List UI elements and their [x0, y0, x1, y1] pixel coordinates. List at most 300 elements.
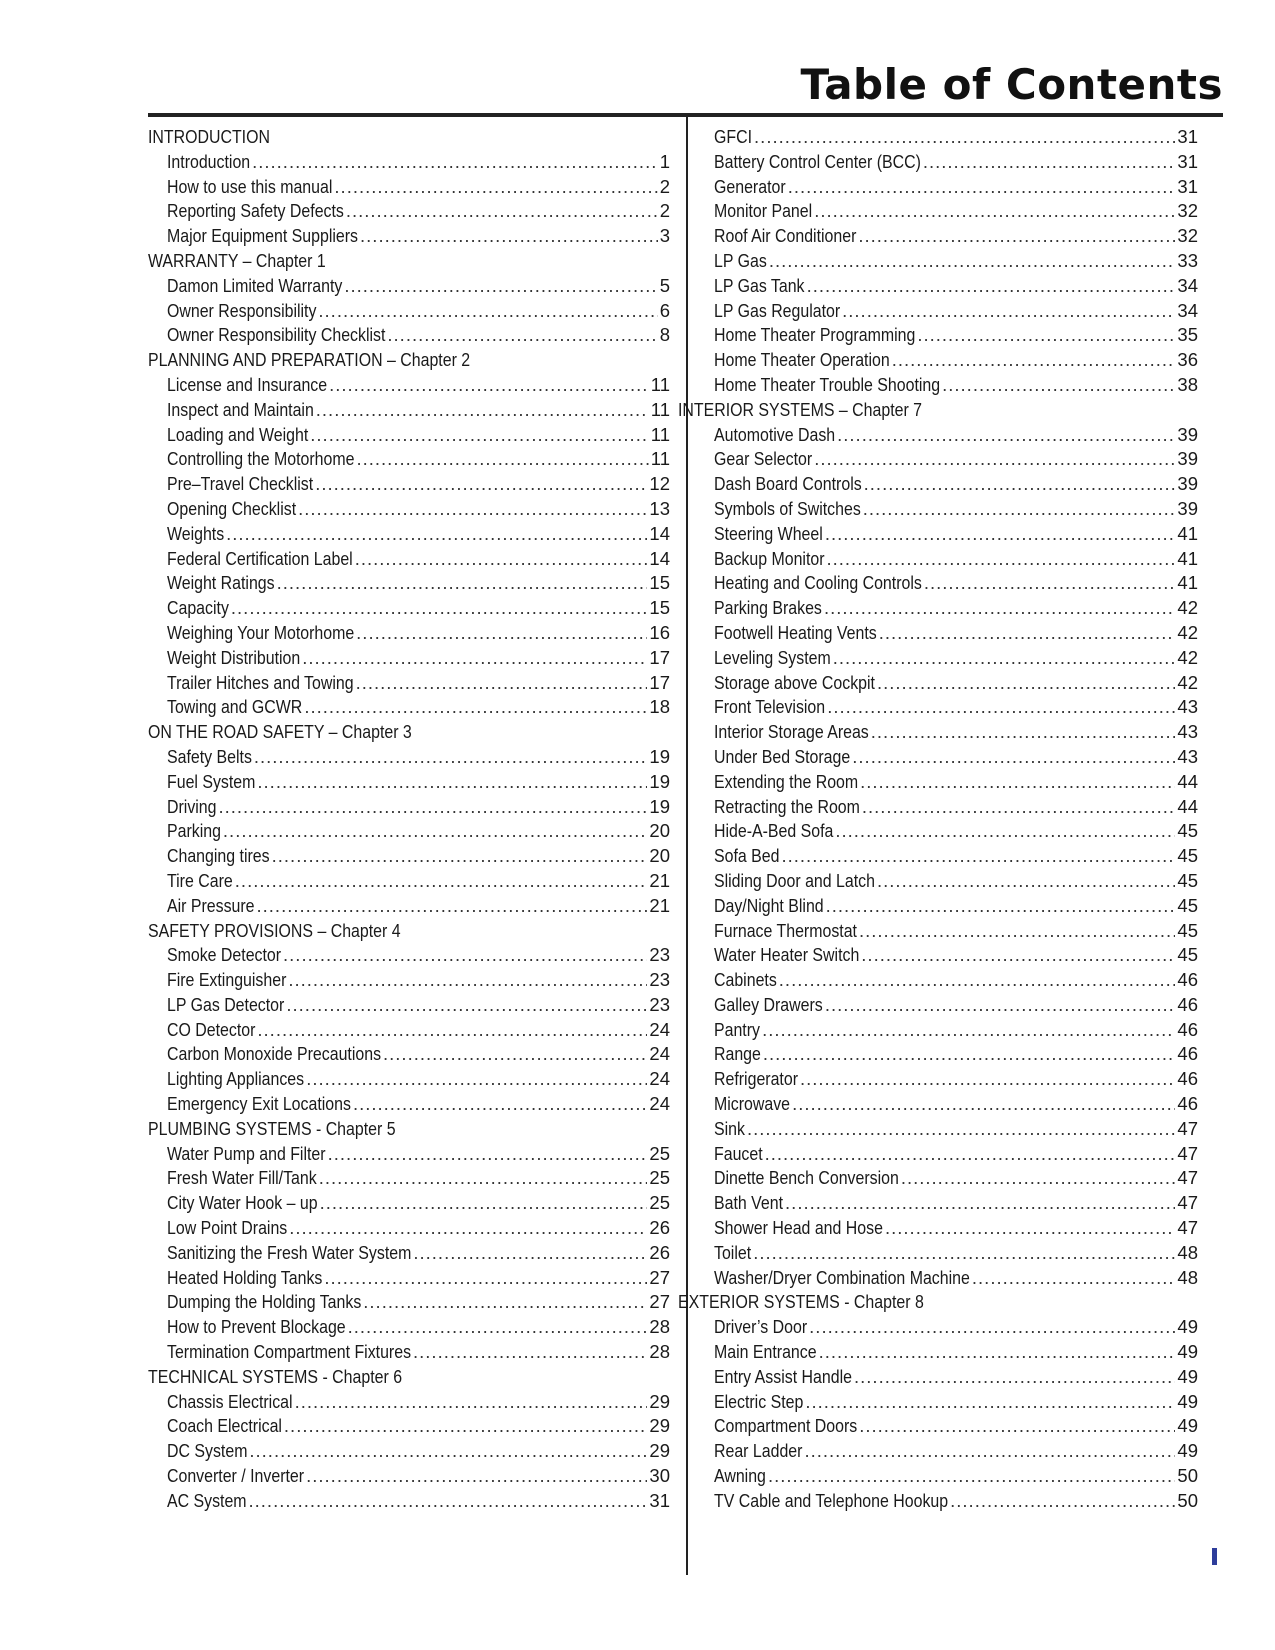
page-number: 8: [659, 324, 670, 346]
toc-entry[interactable]: [696, 1414, 1198, 1439]
dot-leader: [809, 1315, 1175, 1340]
toc-entry[interactable]: [148, 323, 670, 348]
dot-leader: [917, 323, 1175, 348]
dot-leader: [223, 819, 648, 844]
page-number: 36: [1177, 349, 1198, 371]
entry-label: Rear Ladder: [714, 1440, 803, 1462]
entry-label: CO Detector: [167, 1018, 256, 1040]
entry-label: Introduction: [167, 150, 251, 172]
toc-entry[interactable]: [696, 472, 1198, 497]
dot-leader: [800, 1067, 1175, 1092]
toc-entry[interactable]: [696, 497, 1198, 522]
toc-entry[interactable]: [696, 150, 1198, 175]
page-number: 15: [649, 597, 670, 619]
section-title: SAFETY PROVISIONS – Chapter 4: [148, 919, 401, 941]
dot-leader: [785, 1191, 1175, 1216]
entry-label: Roof Air Conditioner: [714, 225, 857, 247]
entry-label: Compartment Doors: [714, 1415, 858, 1437]
toc-entry[interactable]: [148, 1241, 670, 1266]
toc-entry[interactable]: [148, 1315, 670, 1340]
entry-label: Footwell Heating Vents: [714, 621, 877, 643]
toc-entry[interactable]: [696, 1142, 1198, 1167]
dot-leader: [814, 447, 1175, 472]
toc-entry[interactable]: [696, 770, 1198, 795]
dot-leader: [249, 1489, 648, 1514]
dot-leader: [923, 150, 1176, 175]
page-number: 46: [1177, 993, 1198, 1015]
toc-entry[interactable]: [696, 274, 1198, 299]
page-number: 47: [1177, 1217, 1198, 1239]
toc-entry[interactable]: [696, 1216, 1198, 1241]
dot-leader: [805, 1390, 1175, 1415]
page-number: 41: [1177, 547, 1198, 569]
page-number: 23: [649, 969, 670, 991]
toc-entry[interactable]: [148, 274, 670, 299]
toc-entry[interactable]: [148, 150, 670, 175]
dot-leader: [344, 274, 657, 299]
entry-label: Sofa Bed: [714, 845, 780, 867]
toc-entry[interactable]: [148, 1266, 670, 1291]
dot-leader: [814, 199, 1175, 224]
page-number: 32: [1177, 200, 1198, 222]
toc-entry[interactable]: [696, 348, 1198, 373]
toc-entry[interactable]: [696, 1042, 1198, 1067]
entry-label: Termination Compartment Fixtures: [167, 1341, 412, 1363]
dot-leader: [807, 274, 1176, 299]
toc-entry[interactable]: [148, 571, 670, 596]
dot-leader: [286, 993, 647, 1018]
entry-label: Carbon Monoxide Precautions: [167, 1043, 382, 1065]
toc-entry[interactable]: [696, 695, 1198, 720]
dot-leader: [363, 1290, 647, 1315]
toc-entry[interactable]: [696, 1241, 1198, 1266]
toc-entry[interactable]: [696, 1117, 1198, 1142]
toc-entry[interactable]: [696, 621, 1198, 646]
entry-label: TV Cable and Telephone Hookup: [714, 1489, 949, 1511]
entry-label: Main Entrance: [714, 1341, 817, 1363]
dot-leader: [383, 1042, 647, 1067]
toc-entry[interactable]: [696, 1166, 1198, 1191]
toc-entry[interactable]: [696, 522, 1198, 547]
toc-entry[interactable]: [148, 1191, 670, 1216]
page-number: 28: [649, 1341, 670, 1363]
page-number: 41: [1177, 572, 1198, 594]
toc-entry[interactable]: [148, 224, 670, 249]
entry-label: Steering Wheel: [714, 522, 823, 544]
dot-leader: [334, 175, 657, 200]
dot-leader: [762, 1018, 1175, 1043]
page-number: 25: [649, 1167, 670, 1189]
entry-label: DC System: [167, 1440, 248, 1462]
toc-entry[interactable]: [148, 1464, 670, 1489]
dot-leader: [387, 323, 657, 348]
dot-leader: [859, 919, 1175, 944]
dot-leader: [825, 993, 1176, 1018]
toc-entry[interactable]: [148, 596, 670, 621]
entry-label: Home Theater Operation: [714, 349, 890, 371]
entry-label: Under Bed Storage: [714, 745, 851, 767]
toc-entry[interactable]: [696, 720, 1198, 745]
entry-label: Air Pressure: [167, 894, 255, 916]
page-number: 46: [1177, 1068, 1198, 1090]
dot-leader: [320, 1191, 648, 1216]
toc-entry[interactable]: [148, 795, 670, 820]
page-title: Table of Contents: [800, 60, 1223, 109]
page-number: 49: [1177, 1415, 1198, 1437]
page-number: 20: [649, 820, 670, 842]
toc-entry[interactable]: [148, 1042, 670, 1067]
entry-label: Toilet: [714, 1241, 752, 1263]
entry-label: Automotive Dash: [714, 423, 836, 445]
toc-entry[interactable]: [148, 621, 670, 646]
entry-label: Electric Step: [714, 1390, 804, 1412]
dot-leader: [924, 571, 1176, 596]
column-divider: [686, 117, 688, 1575]
dot-leader: [819, 1340, 1176, 1365]
section-title: EXTERIOR SYSTEMS - Chapter 8: [678, 1291, 924, 1313]
entry-label: Faucet: [714, 1142, 763, 1164]
toc-entry[interactable]: [148, 1439, 670, 1464]
dot-leader: [779, 968, 1176, 993]
page-number: 46: [1177, 1093, 1198, 1115]
toc-entry[interactable]: [696, 1315, 1198, 1340]
toc-section-heading: [148, 348, 670, 373]
dot-leader: [885, 1216, 1175, 1241]
toc-entry[interactable]: [148, 819, 670, 844]
toc-entry[interactable]: [696, 547, 1198, 572]
dot-leader: [257, 894, 648, 919]
toc-entry[interactable]: [696, 199, 1198, 224]
entry-label: Interior Storage Areas: [714, 721, 869, 743]
page-number: 11: [650, 373, 670, 395]
toc-entry[interactable]: [148, 695, 670, 720]
section-title: INTERIOR SYSTEMS – Chapter 7: [678, 398, 923, 420]
toc-entry[interactable]: [696, 1092, 1198, 1117]
entry-label: Fuel System: [167, 770, 256, 792]
toc-entry[interactable]: [148, 447, 670, 472]
entry-label: Water Heater Switch: [714, 944, 860, 966]
toc-entry[interactable]: [696, 1018, 1198, 1043]
toc-entry[interactable]: [148, 1067, 670, 1092]
page-number: 49: [1177, 1316, 1198, 1338]
toc-entry[interactable]: [148, 199, 670, 224]
entry-label: Retracting the Room: [714, 795, 860, 817]
toc-entry[interactable]: [148, 1390, 670, 1415]
toc-entry[interactable]: [148, 869, 670, 894]
page-number: 14: [649, 522, 670, 544]
entry-label: Cabinets: [714, 969, 777, 991]
entry-label: Backup Monitor: [714, 547, 825, 569]
toc-entry[interactable]: [696, 1439, 1198, 1464]
toc-entry[interactable]: [696, 671, 1198, 696]
dot-leader: [413, 1340, 647, 1365]
dot-leader: [319, 1166, 648, 1191]
entry-label: Driver’s Door: [714, 1316, 808, 1338]
dot-leader: [972, 1266, 1176, 1291]
entry-label: Extending the Room: [714, 770, 859, 792]
page-number: 45: [1177, 894, 1198, 916]
toc-entry[interactable]: [148, 770, 670, 795]
entry-label: Furnace Thermostat: [714, 919, 857, 941]
toc-entry[interactable]: [696, 1464, 1198, 1489]
section-title: TECHNICAL SYSTEMS - Chapter 6: [148, 1365, 403, 1387]
dot-leader: [235, 869, 648, 894]
page-number: 23: [649, 944, 670, 966]
entry-label: Weight Ratings: [167, 572, 275, 594]
dot-leader: [356, 447, 648, 472]
page-number: 49: [1177, 1365, 1198, 1387]
toc-entry[interactable]: [696, 1067, 1198, 1092]
page-number: 5: [659, 274, 670, 296]
toc-entry[interactable]: [696, 1489, 1198, 1514]
page-number: 26: [649, 1241, 670, 1263]
toc-entry[interactable]: [148, 943, 670, 968]
toc-entry[interactable]: [696, 869, 1198, 894]
dot-leader: [356, 671, 648, 696]
toc-entry[interactable]: [696, 745, 1198, 770]
page-number: 1: [659, 150, 670, 172]
toc-entry[interactable]: [696, 447, 1198, 472]
toc-entry[interactable]: [696, 1266, 1198, 1291]
page-number: 24: [649, 1093, 670, 1115]
page-number: 31: [649, 1489, 670, 1511]
dot-leader: [747, 1117, 1175, 1142]
page-number: 45: [1177, 869, 1198, 891]
dot-leader: [863, 497, 1176, 522]
entry-label: Damon Limited Warranty: [167, 274, 343, 296]
dot-leader: [858, 224, 1175, 249]
entry-label: Pantry: [714, 1018, 760, 1040]
section-title: ON THE ROAD SAFETY – Chapter 3: [148, 721, 412, 743]
toc-entry[interactable]: [696, 323, 1198, 348]
entry-label: Bath Vent: [714, 1192, 784, 1214]
page-number: 47: [1177, 1142, 1198, 1164]
page-number: 27: [649, 1266, 670, 1288]
page-number: 30: [649, 1465, 670, 1487]
entry-label: Converter / Inverter: [167, 1465, 305, 1487]
dot-leader: [860, 770, 1175, 795]
page-number: 2: [659, 175, 670, 197]
page-number: 39: [1177, 448, 1198, 470]
dot-leader: [837, 423, 1175, 448]
entry-label: Galley Drawers: [714, 993, 823, 1015]
page-number: 23: [649, 993, 670, 1015]
toc-entry[interactable]: [148, 745, 670, 770]
entry-label: Reporting Safety Defects: [167, 200, 344, 222]
dot-leader: [252, 150, 658, 175]
toc-entry[interactable]: [696, 646, 1198, 671]
toc-entry[interactable]: [148, 1414, 670, 1439]
page-number: 38: [1177, 373, 1198, 395]
dot-leader: [768, 1464, 1175, 1489]
entry-label: Owner Responsibility: [167, 299, 317, 321]
toc-section-heading: [148, 1117, 670, 1142]
toc-entry[interactable]: [696, 844, 1198, 869]
toc-entry[interactable]: [148, 547, 670, 572]
entry-label: Entry Assist Handle: [714, 1365, 852, 1387]
toc-section-heading: [148, 125, 670, 150]
entry-label: Parking Brakes: [714, 597, 822, 619]
page-number: 13: [649, 497, 670, 519]
entry-label: Hide-A-Bed Sofa: [714, 820, 834, 842]
entry-label: Controlling the Motorhome: [167, 448, 355, 470]
entry-label: Safety Belts: [167, 745, 252, 767]
toc-entry[interactable]: [148, 993, 670, 1018]
toc-entry[interactable]: [696, 993, 1198, 1018]
dot-leader: [854, 1365, 1175, 1390]
toc-entry[interactable]: [148, 1489, 670, 1514]
dot-leader: [763, 1042, 1176, 1067]
toc-entry[interactable]: [148, 522, 670, 547]
dot-leader: [769, 249, 1176, 274]
entry-label: Day/Night Blind: [714, 894, 824, 916]
toc-entry[interactable]: [696, 968, 1198, 993]
entry-label: Heating and Cooling Controls: [714, 572, 922, 594]
toc-entry[interactable]: [696, 1365, 1198, 1390]
dot-leader: [254, 745, 648, 770]
page-number: 33: [1177, 249, 1198, 271]
toc-entry[interactable]: [696, 571, 1198, 596]
toc-entry[interactable]: [696, 795, 1198, 820]
dot-leader: [284, 1414, 648, 1439]
page-number: 2: [659, 200, 670, 222]
page-number: 25: [649, 1142, 670, 1164]
toc-entry[interactable]: [696, 1191, 1198, 1216]
entry-label: How to use this manual: [167, 175, 333, 197]
toc-entry[interactable]: [696, 919, 1198, 944]
toc-entry[interactable]: [148, 1092, 670, 1117]
page-number: 49: [1177, 1390, 1198, 1412]
toc-entry[interactable]: [148, 1018, 670, 1043]
page-number: 11: [650, 448, 670, 470]
dot-leader: [310, 423, 649, 448]
toc-entry[interactable]: [696, 819, 1198, 844]
dot-leader: [835, 819, 1175, 844]
page-number: 45: [1177, 944, 1198, 966]
page-number: 17: [649, 646, 670, 668]
toc-entry[interactable]: [148, 1166, 670, 1191]
page-number: 45: [1177, 919, 1198, 941]
toc-entry[interactable]: [696, 373, 1198, 398]
page-number: 45: [1177, 845, 1198, 867]
toc-entry[interactable]: [148, 497, 670, 522]
toc-entry[interactable]: [148, 1290, 670, 1315]
dot-leader: [892, 348, 1176, 373]
page-number: 15: [649, 572, 670, 594]
toc-entry[interactable]: [696, 224, 1198, 249]
toc-entry[interactable]: [696, 249, 1198, 274]
dot-leader: [283, 943, 647, 968]
toc-section-heading: [148, 249, 670, 274]
entry-label: Major Equipment Suppliers: [167, 225, 359, 247]
dot-leader: [859, 1414, 1175, 1439]
entry-label: Driving: [167, 795, 217, 817]
dot-leader: [833, 646, 1176, 671]
entry-label: Federal Certification Label: [167, 547, 353, 569]
page-number: 49: [1177, 1341, 1198, 1363]
entry-label: Towing and GCWR: [167, 696, 303, 718]
toc-entry[interactable]: [148, 472, 670, 497]
entry-label: Dinette Bench Conversion: [714, 1167, 899, 1189]
entry-label: Loading and Weight: [167, 423, 309, 445]
toc-entry[interactable]: [148, 671, 670, 696]
page-number: 39: [1177, 497, 1198, 519]
dot-leader: [788, 175, 1176, 200]
entry-label: License and Insurance: [167, 373, 328, 395]
dot-leader: [306, 1067, 647, 1092]
toc-entry[interactable]: [148, 423, 670, 448]
page-number: 31: [1177, 150, 1198, 172]
page-number: 17: [649, 671, 670, 693]
toc-entry[interactable]: [696, 1390, 1198, 1415]
toc-entry[interactable]: [148, 894, 670, 919]
toc-entry[interactable]: [148, 1142, 670, 1167]
toc-entry[interactable]: [148, 373, 670, 398]
toc-entry[interactable]: [696, 299, 1198, 324]
page-number: 19: [649, 770, 670, 792]
page-number: 39: [1177, 473, 1198, 495]
entry-label: Weights: [167, 522, 225, 544]
toc-entry[interactable]: [148, 1216, 670, 1241]
toc-entry[interactable]: [696, 894, 1198, 919]
dot-leader: [288, 968, 647, 993]
page-number: 19: [649, 745, 670, 767]
toc-entry[interactable]: [148, 175, 670, 200]
dot-leader: [226, 522, 647, 547]
page-marker: [1212, 1548, 1217, 1565]
toc-entry[interactable]: [696, 423, 1198, 448]
dot-leader: [329, 373, 649, 398]
page-number: 48: [1177, 1241, 1198, 1263]
toc-entry[interactable]: [148, 844, 670, 869]
dot-leader: [315, 472, 647, 497]
page-number: 44: [1177, 795, 1198, 817]
toc-entry[interactable]: [696, 175, 1198, 200]
toc-entry[interactable]: [148, 646, 670, 671]
dot-leader: [289, 1216, 647, 1241]
toc-entry[interactable]: [696, 596, 1198, 621]
entry-label: Opening Checklist: [167, 497, 297, 519]
toc-entry[interactable]: [148, 299, 670, 324]
entry-label: Capacity: [167, 597, 229, 619]
toc-entry[interactable]: [696, 1340, 1198, 1365]
page-number: 21: [649, 869, 670, 891]
section-title: WARRANTY – Chapter 1: [148, 249, 326, 271]
entry-label: Weight Distribution: [167, 646, 301, 668]
toc-entry[interactable]: [148, 1340, 670, 1365]
page-number: 24: [649, 1043, 670, 1065]
entry-label: Home Theater Trouble Shooting: [714, 373, 941, 395]
page-number: 44: [1177, 770, 1198, 792]
toc-entry[interactable]: [148, 968, 670, 993]
dot-leader: [824, 596, 1175, 621]
dot-leader: [413, 1241, 647, 1266]
entry-label: LP Gas: [714, 249, 767, 271]
section-title: PLUMBING SYSTEMS - Chapter 5: [148, 1117, 396, 1139]
entry-label: LP Gas Regulator: [714, 299, 841, 321]
page-number: 35: [1177, 324, 1198, 346]
toc-entry[interactable]: [148, 398, 670, 423]
toc-entry[interactable]: [696, 125, 1198, 150]
entry-label: Changing tires: [167, 845, 270, 867]
dot-leader: [328, 1142, 648, 1167]
page-number: 45: [1177, 820, 1198, 842]
toc-entry[interactable]: [696, 943, 1198, 968]
page-number: 46: [1177, 1043, 1198, 1065]
entry-label: Home Theater Programming: [714, 324, 916, 346]
dot-leader: [754, 125, 1175, 150]
entry-label: City Water Hook – up: [167, 1192, 318, 1214]
